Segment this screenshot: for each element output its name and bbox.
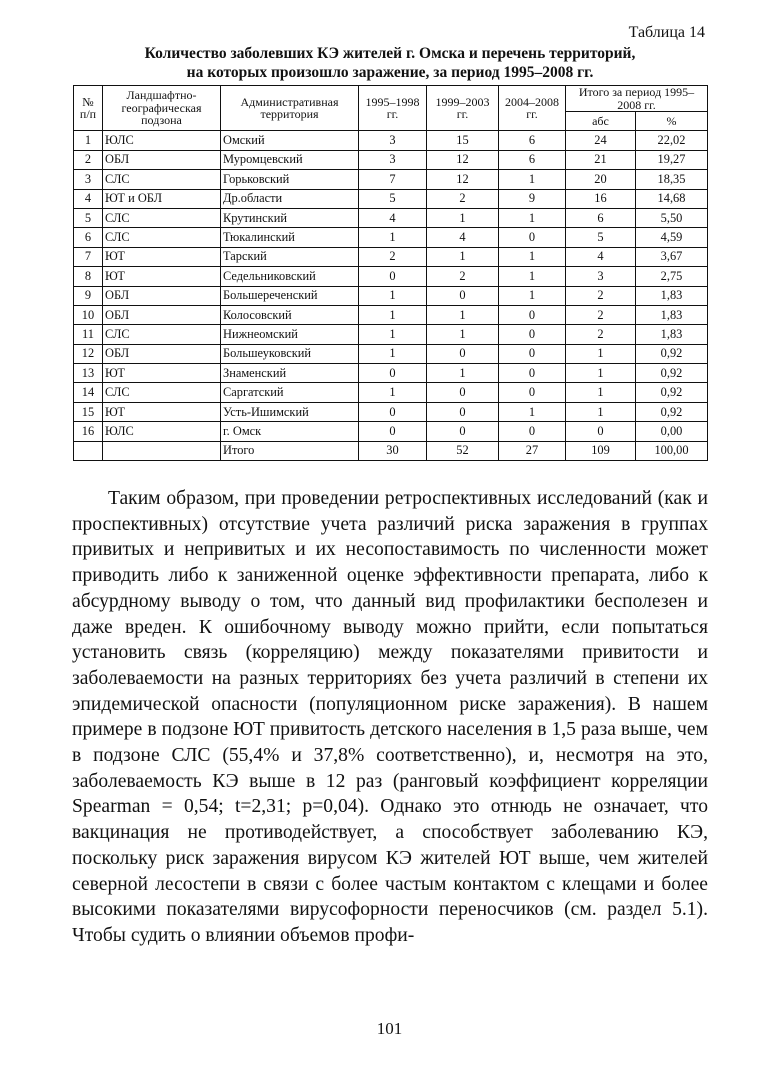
row-period-2: 4 [427,228,499,247]
row-abs: 3 [566,267,636,286]
row-territory: Седельниковский [221,267,359,286]
row-pct: 0,92 [636,344,708,363]
row-abs: 1 [566,402,636,421]
row-abs: 6 [566,208,636,227]
row-num: 5 [74,208,103,227]
row-period-3: 0 [499,383,566,402]
totals-row [74,441,708,460]
row-pct: 0,92 [636,383,708,402]
row-abs: 16 [566,189,636,208]
row-period-2: 1 [427,208,499,227]
page-number: 101 [376,1019,403,1038]
row-period-3: 1 [499,267,566,286]
row-num: 16 [74,422,103,441]
table-row [74,364,708,383]
row-subzone: ЮЛС [103,131,221,150]
row-subzone: СЛС [103,228,221,247]
row-period-2: 0 [427,344,499,363]
table-row [74,189,708,208]
row-period-3: 0 [499,364,566,383]
row-abs: 5 [566,228,636,247]
table-label: Таблица 14 [628,24,705,41]
header-num: № п/п [74,86,103,131]
row-pct: 18,35 [636,170,708,189]
row-subzone: СЛС [103,325,221,344]
row-period-1: 1 [359,344,427,363]
table-caption [72,44,708,82]
row-territory: Горьковский [221,170,359,189]
row-period-3: 1 [499,247,566,266]
row-num: 11 [74,325,103,344]
row-subzone: ЮТ [103,364,221,383]
row-num: 4 [74,189,103,208]
table-row [74,286,708,305]
row-num: 12 [74,344,103,363]
row-period-1: 1 [359,383,427,402]
row-territory: Др.области [221,189,359,208]
row-period-1: 2 [359,247,427,266]
totals-pct: 100,00 [636,441,708,460]
row-territory: Большереченский [221,286,359,305]
row-period-1: 1 [359,286,427,305]
row-num: 8 [74,267,103,286]
table-row [74,208,708,227]
row-num: 9 [74,286,103,305]
row-territory: Саргатский [221,383,359,402]
row-pct: 14,68 [636,189,708,208]
row-period-2: 2 [427,189,499,208]
row-subzone: ЮТ [103,402,221,421]
row-period-3: 9 [499,189,566,208]
row-period-1: 1 [359,305,427,324]
row-territory: Знаменский [221,364,359,383]
row-subzone: ОБЛ [103,305,221,324]
header-pct: % [636,112,708,131]
table-row [74,305,708,324]
table-row [74,344,708,363]
data-table [73,85,708,461]
row-abs: 4 [566,247,636,266]
row-period-2: 0 [427,402,499,421]
row-pct: 19,27 [636,150,708,169]
row-num: 14 [74,383,103,402]
row-period-1: 0 [359,422,427,441]
totals-zone [103,441,221,460]
row-pct: 22,02 [636,131,708,150]
row-period-3: 0 [499,325,566,344]
row-pct: 0,92 [636,402,708,421]
row-period-2: 15 [427,131,499,150]
row-period-3: 1 [499,402,566,421]
row-period-2: 1 [427,247,499,266]
row-period-1: 3 [359,131,427,150]
row-num: 13 [74,364,103,383]
row-subzone: ОБЛ [103,150,221,169]
row-territory: Тарский [221,247,359,266]
header-total: Итого за период 1995–2008 гг. [566,86,708,112]
row-territory: Крутинский [221,208,359,227]
row-period-1: 4 [359,208,427,227]
row-period-3: 0 [499,305,566,324]
row-period-1: 1 [359,228,427,247]
table-row [74,325,708,344]
row-period-2: 12 [427,150,499,169]
row-pct: 1,83 [636,305,708,324]
row-subzone: СЛС [103,208,221,227]
row-pct: 2,75 [636,267,708,286]
row-subzone: ЮТ [103,247,221,266]
row-subzone: ОБЛ [103,286,221,305]
row-territory: Колосовский [221,305,359,324]
row-territory: Большеуковский [221,344,359,363]
totals-num [74,441,103,460]
table-row [74,247,708,266]
table-row [74,150,708,169]
header-subzone: Ландшафтно-географическая подзона [103,86,221,131]
caption-line-2: на которых произошло заражение, за период 1995–2008 гг. [186,64,594,81]
body-text [72,486,708,949]
table-row [74,402,708,421]
row-period-1: 3 [359,150,427,169]
row-abs: 1 [566,344,636,363]
row-period-3: 0 [499,228,566,247]
row-num: 6 [74,228,103,247]
header-abs: абс [566,112,636,131]
row-abs: 0 [566,422,636,441]
row-abs: 2 [566,286,636,305]
row-abs: 2 [566,305,636,324]
row-abs: 21 [566,150,636,169]
table-row [74,383,708,402]
row-period-3: 6 [499,150,566,169]
row-territory: Тюкалинский [221,228,359,247]
caption-line-1: Количество заболевших КЭ жителей г. Омска и перечень территорий, [144,45,636,62]
table-row [74,170,708,189]
row-subzone: ОБЛ [103,344,221,363]
row-period-1: 0 [359,402,427,421]
row-subzone: СЛС [103,383,221,402]
totals-period-1: 30 [359,441,427,460]
totals-period-2: 52 [427,441,499,460]
row-abs: 1 [566,383,636,402]
row-num: 7 [74,247,103,266]
header-territory: Административная территория [221,86,359,131]
row-pct: 0,92 [636,364,708,383]
row-num: 3 [74,170,103,189]
row-period-2: 1 [427,305,499,324]
row-period-3: 6 [499,131,566,150]
row-pct: 4,59 [636,228,708,247]
row-territory: г. Омск [221,422,359,441]
table-row [74,228,708,247]
totals-period-3: 27 [499,441,566,460]
row-period-2: 1 [427,364,499,383]
row-period-3: 1 [499,286,566,305]
table-body [74,131,708,441]
row-pct: 1,83 [636,286,708,305]
row-territory: Усть-Ишимский [221,402,359,421]
row-territory: Нижнеомский [221,325,359,344]
row-period-1: 1 [359,325,427,344]
row-period-2: 0 [427,286,499,305]
row-territory: Муромцевский [221,150,359,169]
row-num: 2 [74,150,103,169]
row-pct: 1,83 [636,325,708,344]
row-abs: 2 [566,325,636,344]
table-row [74,422,708,441]
row-period-2: 2 [427,267,499,286]
totals-abs: 109 [566,441,636,460]
header-period-3: 2004–2008 гг. [499,86,566,131]
row-territory: Омский [221,131,359,150]
row-num: 15 [74,402,103,421]
row-subzone: ЮТ [103,267,221,286]
row-period-2: 0 [427,383,499,402]
table-row [74,267,708,286]
row-num: 10 [74,305,103,324]
row-period-2: 12 [427,170,499,189]
row-period-1: 5 [359,189,427,208]
row-period-3: 1 [499,208,566,227]
row-period-3: 0 [499,422,566,441]
totals-label: Итого [221,441,359,460]
row-subzone: СЛС [103,170,221,189]
row-period-2: 1 [427,325,499,344]
row-period-1: 0 [359,267,427,286]
row-subzone: ЮЛС [103,422,221,441]
row-abs: 24 [566,131,636,150]
row-period-1: 7 [359,170,427,189]
row-abs: 1 [566,364,636,383]
table-row [74,131,708,150]
body-paragraph: Таким образом, при проведении ретроспективных исследований (как и проспективных) отсутствие учета различий риска заражения в группах привитых и непривитых и их несопоставимость по численности может приводить либо к заниженной оценке эффективности препарата, либо к абсурдному выводу о том, что данный вид профилактики бесполезен и даже вреден. К ошибочному выводу можно прийти, если попытаться установить связь (корреляцию) между показателями привитости и заболеваемости на разных территориях без учета различий в степени их эпидемической опасности (популяционном риске заражения). В нашем примере в подзоне ЮТ привитость детского населения в 1,5 раза выше, чем в подзоне СЛС (55,4% и 37,8% соответственно), и, несмотря на это, заболеваемость КЭ выше в 12 раз (ранговый коэффициент корреляции Spearman = 0,54; t=2,31; p=0,04). Однако это отнюдь не означает, что вакцинация не противодействует, а способствует заболеванию КЭ, поскольку риск заражения вирусом КЭ жителей ЮТ выше, чем жителей северной лесостепи в связи с более частым контактом с клещами и более высокими показателями вирусофорности переносчиков (см. раздел 5.1). Чтобы судить о влиянии объемов профи- [72,488,708,946]
row-period-3: 0 [499,344,566,363]
row-period-3: 1 [499,170,566,189]
row-period-1: 0 [359,364,427,383]
row-pct: 5,50 [636,208,708,227]
row-abs: 20 [566,170,636,189]
header-period-2: 1999–2003 гг. [427,86,499,131]
row-subzone: ЮТ и ОБЛ [103,189,221,208]
header-period-1: 1995–1998 гг. [359,86,427,131]
row-num: 1 [74,131,103,150]
row-pct: 3,67 [636,247,708,266]
row-pct: 0,00 [636,422,708,441]
row-period-2: 0 [427,422,499,441]
